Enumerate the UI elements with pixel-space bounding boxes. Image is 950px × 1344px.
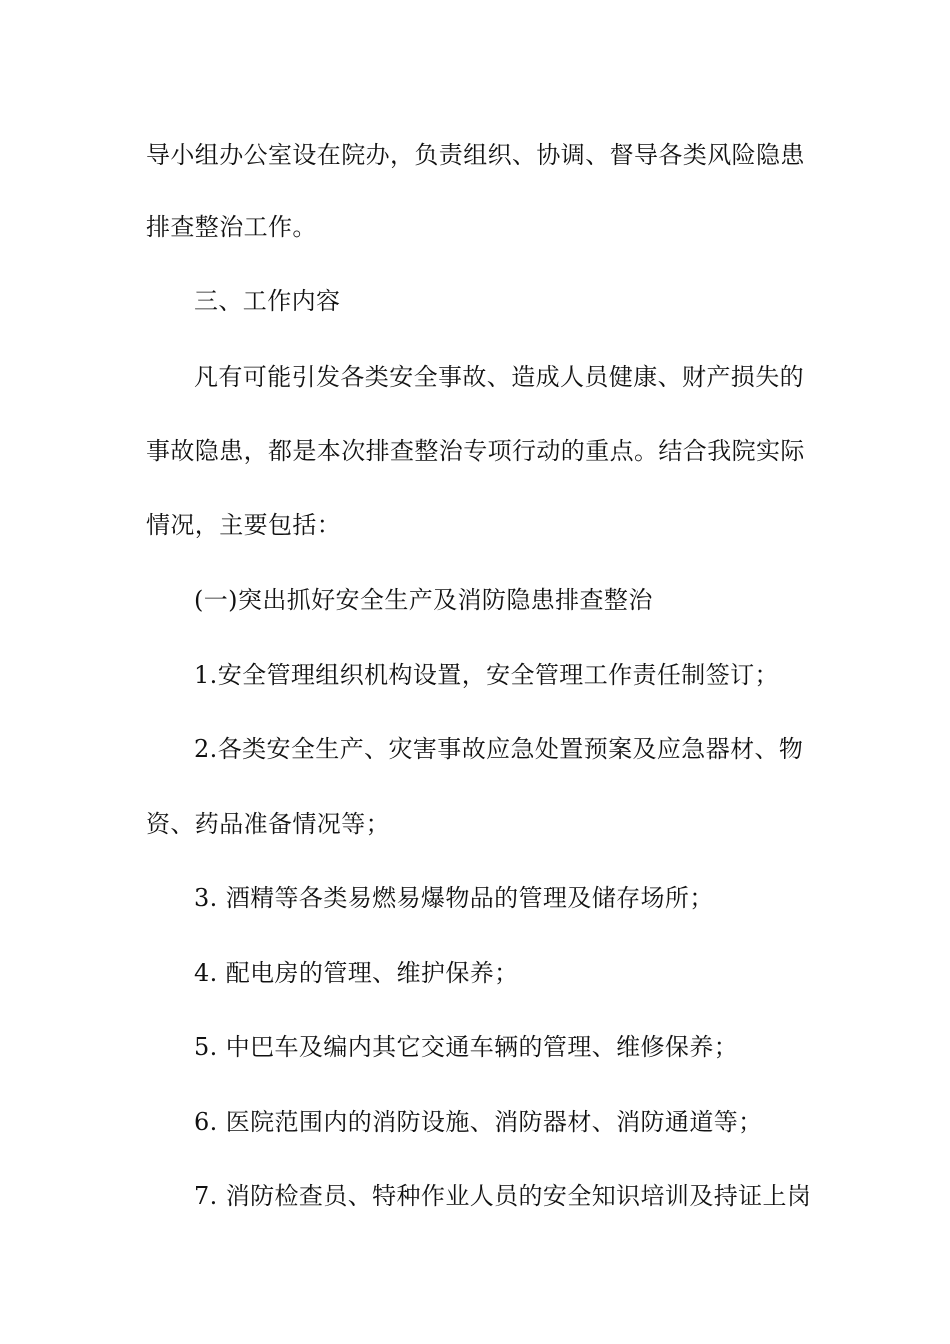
paragraph-line: 事故隐患，都是本次排查整治专项行动的重点。结合我院实际 bbox=[146, 437, 805, 465]
list-item: 6. 医院范围内的消防设施、消防器材、消防通道等； bbox=[194, 1108, 763, 1136]
list-item: 5. 中巴车及编内其它交通车辆的管理、维修保养； bbox=[194, 1033, 739, 1061]
list-item: 2.各类安全生产、灾害事故应急处置预案及应急器材、物 bbox=[194, 735, 804, 763]
list-item: 7. 消防检查员、特种作业人员的安全知识培训及持证上岗 bbox=[194, 1182, 812, 1210]
subsection-heading: (一)突出抓好安全生产及消防隐患排查整治 bbox=[194, 586, 653, 614]
paragraph-line: 排查整治工作。 bbox=[146, 213, 317, 241]
list-item: 1.安全管理组织机构设置，安全管理工作责任制签订； bbox=[194, 661, 779, 689]
paragraph-line: 凡有可能引发各类安全事故、造成人员健康、财产损失的 bbox=[194, 363, 804, 391]
paragraph-line: 情况，主要包括： bbox=[146, 511, 342, 539]
section-heading: 三、工作内容 bbox=[194, 287, 341, 315]
list-item: 4. 配电房的管理、维护保养； bbox=[194, 959, 519, 987]
list-item-continuation: 资、药品准备情况等； bbox=[146, 810, 390, 838]
list-item: 3. 酒精等各类易燃易爆物品的管理及储存场所； bbox=[194, 884, 714, 912]
paragraph-line: 导小组办公室设在院办，负责组织、协调、督导各类风险隐患 bbox=[146, 141, 805, 169]
